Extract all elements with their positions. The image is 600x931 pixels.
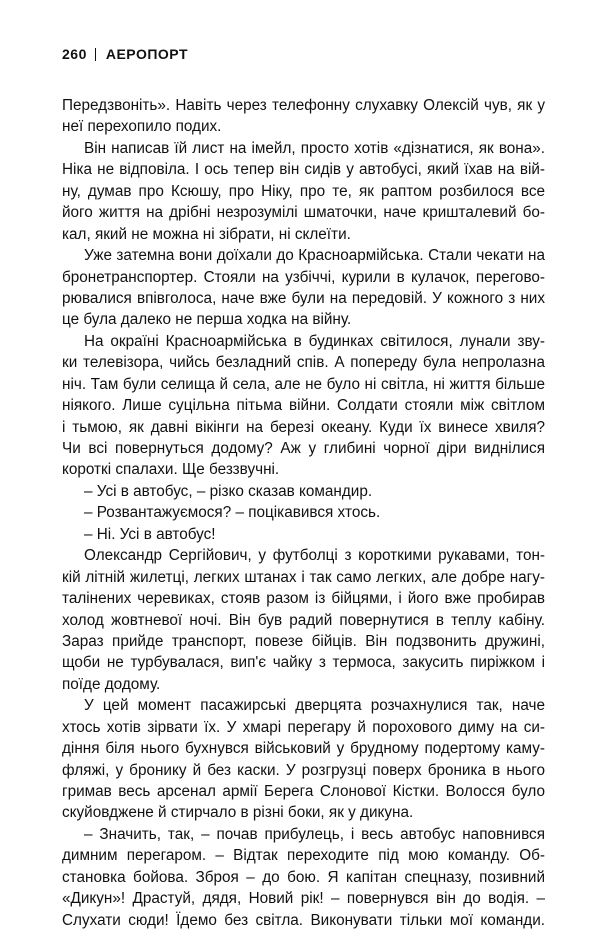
text-line: його життя на дрібні незрозумілі шматочки, наче кришталевий бо- — [62, 204, 545, 222]
text-line: щоби не турбувалася, вип'є чайку з термоса, закусить пиріжком і — [62, 654, 545, 672]
text-line: бронетранспортер. Стояли на узбіччі, курили в кулачок, перегово- — [62, 268, 545, 286]
text-line: Передзвоніть». Навіть через телефонну слухавку Олексій чув, як у — [62, 97, 545, 114]
text-line: – Усі в автобус, – різко сказав командир. — [84, 482, 373, 500]
text-line: У цей момент пасажирські дверцята розчахнулися так, наче — [84, 697, 545, 715]
text-line: Слухати сюди! Їдемо без світла. Виконувати тільки мої команди. — [62, 911, 545, 929]
running-title: АЕРОПОРТ — [105, 46, 189, 62]
text-line: – Розвантажуємося? – поцікавився хтось. — [84, 504, 381, 522]
text-line: скуйовджене й стирчало в різні боки, як у дикуна. — [62, 804, 414, 822]
text-line: талінених черевиках, стояв разом із бійцями, і його вже пробирав — [62, 590, 545, 608]
text-line: – Ні. Усі в автобус! — [84, 525, 216, 543]
text-line: холод жовтневої ночі. Він був радий повернутися в теплу кабіну. — [62, 611, 545, 629]
text-line: кал, який не можна ні зібрати, ні склеїти. — [62, 225, 351, 243]
text-line: ну, думав про Ксюшу, про Ніку, про те, як раптом розбилося все — [62, 182, 545, 200]
text-line: Уже затемна вони доїхали до Красноармійська. Стали чекати на — [84, 247, 545, 265]
body-text — [62, 95, 545, 931]
text-line: це була далеко не перша ходка на війну. — [62, 311, 352, 329]
text-line: Олександр Сергійович, у футболці з короткими рукавами, тон- — [84, 547, 545, 565]
text-line: короткі спалахи. Ще беззвучні. — [62, 461, 280, 479]
text-line: ніч. Там були селища й села, але не було ні світла, ні життя більше — [62, 375, 545, 393]
text-line: ніякого. Лише суцільна пітьма війни. Солдати стояли між світлом — [62, 397, 545, 415]
text-line: На окраїні Красноармійська в будинках світилося, лунали зву- — [84, 332, 545, 350]
text-line: становка бойова. Зброя – до бою. Я капітан спецназу, позивний — [62, 868, 545, 886]
text-line: ки телевізора, чийсь безладний спів. А попереду була непролазна — [62, 354, 545, 372]
text-line: рювалися впівголоса, наче вже були на передовій. У кожного з них — [62, 289, 545, 307]
text-line: хтось хотів зірвати їх. У хмарі перегару й порохового диму на си- — [62, 718, 545, 736]
text-line: фляжі, у бронику й без каски. У розгрузці поверх броника в нього — [62, 761, 545, 779]
text-line: Зараз прийде транспорт, повезе бійців. Він подзвонить дружині, — [62, 632, 545, 650]
text-line: «Дикун»! Драстуй, дядя, Новий рік! – повернувся він до водія. – — [62, 890, 545, 908]
text-line: димним перегаром. – Відтак переходите під мою команду. Об- — [62, 847, 545, 865]
running-header — [62, 46, 188, 62]
header-divider — [95, 48, 96, 61]
text-line: Чи всі повернуться додому? Аж у глибині чорної діри виднілися — [62, 440, 545, 457]
text-line: кій літній жилетці, легких штанах і так само легких, але добре нагу- — [62, 568, 545, 586]
page-number: 260 — [62, 46, 87, 62]
text-line: Ніка не відповіла. І ось тепер він сидів у автобусі, який їхав на вій- — [62, 161, 545, 179]
text-line: і тьмою, як давні вікінги на березі океану. Куди їх винесе хвиля? — [62, 418, 545, 436]
text-line: діння біля нього бухнувся військовий у брудному подертому каму- — [62, 740, 545, 758]
text-line: неї перехопило подих. — [62, 118, 222, 136]
text-line: гримав весь арсенал армії Берега Слонової Кістки. Волосся було — [62, 783, 545, 800]
text-line: – Значить, так, – почав прибулець, і весь автобус наповнився — [84, 825, 545, 843]
text-line: поїде додому. — [62, 675, 161, 693]
text-line: Він написав їй лист на імейл, просто хотів «дізнатися, як вона». — [84, 139, 545, 157]
